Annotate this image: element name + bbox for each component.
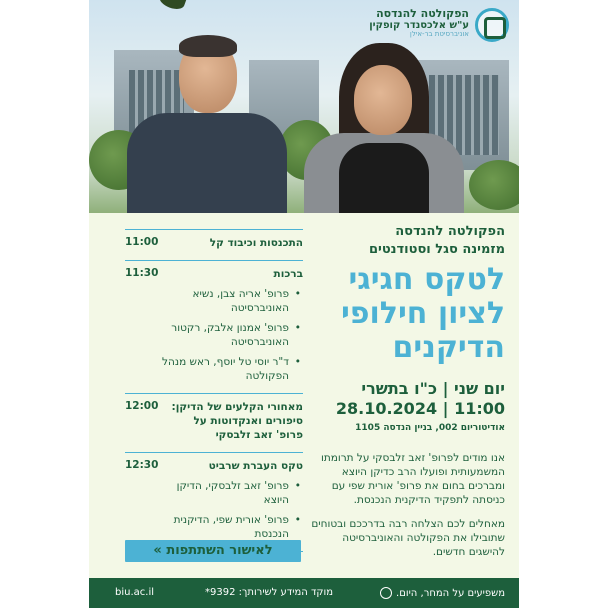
date-time: 11:00 | 28.10.2024 bbox=[335, 399, 505, 418]
schedule bbox=[125, 229, 303, 552]
footer-site-link[interactable]: biu.ac.il bbox=[115, 587, 155, 598]
body-paragraph-1: אנו מודים לפרופ' זאב זלבסקי על תרומתו המשמעותית ופועלו הרב כדיקן היוצא ומברכים בחום את פרופ' אורית שפי עם כניסתה לתפקיד הדיקנית הנכנסת. bbox=[320, 452, 505, 506]
footer-slogan-wrap bbox=[380, 587, 505, 599]
footer-hotline: מוקד המידע לשירותך: 9392* bbox=[205, 587, 334, 598]
footer bbox=[89, 578, 519, 608]
schedule-bullet: • פרופ' אריה צבן, נשיא האוניברסיטה bbox=[125, 287, 289, 315]
invitation-text bbox=[305, 223, 505, 569]
schedule-time: 12:00 bbox=[125, 400, 159, 412]
tree bbox=[469, 160, 519, 210]
logo-line1: הפקולטה להנדסה bbox=[376, 7, 469, 20]
title-line2: לציון חילופי bbox=[340, 296, 505, 331]
schedule-title: התכנסות וכיבוד קל bbox=[209, 237, 303, 249]
schedule-title: מאחורי הקלעים של הדיקן: סיפורים ואנקדוטות על פרופ' זאב זלבסקי bbox=[171, 401, 303, 441]
logo-line3: אוניברסיטת בר-אילן bbox=[409, 30, 469, 39]
schedule-row bbox=[125, 452, 303, 552]
intro-line1: הפקולטה להנדסה bbox=[395, 224, 505, 239]
schedule-row bbox=[125, 229, 303, 260]
logo-line2: ע"ש אלכסנדר קופקין bbox=[369, 20, 469, 32]
header-photo bbox=[89, 0, 519, 213]
intro-line2: מזמינה סגל וסטודנטים bbox=[368, 242, 505, 257]
faculty-logo-icon bbox=[475, 8, 509, 42]
globe-icon bbox=[380, 587, 392, 599]
schedule-row bbox=[125, 260, 303, 393]
schedule-bullet: • פרופ' אמנון אלבק, רקטור האוניברסיטה bbox=[125, 321, 289, 349]
schedule-bullet: • ד"ר יוסי טל יוסף, ראש מנהל הפקולטה bbox=[125, 355, 289, 383]
body-text bbox=[305, 451, 505, 559]
schedule-time: 11:00 bbox=[125, 236, 159, 248]
rsvp-button[interactable]: לאישור השתתפות » bbox=[125, 540, 301, 562]
schedule-title: ברכות bbox=[273, 268, 303, 280]
venue: אודיטוריום 002, בניין הנדסה 1105 bbox=[355, 423, 505, 433]
body-paragraph-2: מאחלים לכם הצלחה רבה בדרככם ובטוחים שתובילו את הפקולטה והאוניברסיטה להישגים חדשים. bbox=[311, 518, 505, 558]
schedule-row bbox=[125, 393, 303, 452]
footer-slogan: משפיעים על המחר, היום. bbox=[396, 587, 505, 599]
schedule-time: 11:30 bbox=[125, 267, 159, 279]
title-line3: הדיקנים bbox=[392, 330, 505, 365]
title-line1: לטקס חגיגי bbox=[348, 262, 505, 297]
date-hebrew: יום שני | כ"ו בתשרי bbox=[361, 379, 505, 398]
faculty-logo bbox=[369, 8, 509, 42]
schedule-time: 12:30 bbox=[125, 459, 159, 471]
woman-portrait bbox=[304, 43, 464, 213]
leaf-decoration bbox=[157, 0, 186, 12]
event-poster bbox=[89, 0, 519, 608]
schedule-title: טקס העברת שרביט bbox=[208, 460, 303, 472]
schedule-bullet: • פרופ' אורית שפי, הדיקנית הנכנסת bbox=[125, 513, 289, 541]
man-portrait bbox=[127, 33, 287, 213]
schedule-bullet: • פרופ' זאב זלבסקי, הדיקן היוצא bbox=[125, 479, 289, 507]
